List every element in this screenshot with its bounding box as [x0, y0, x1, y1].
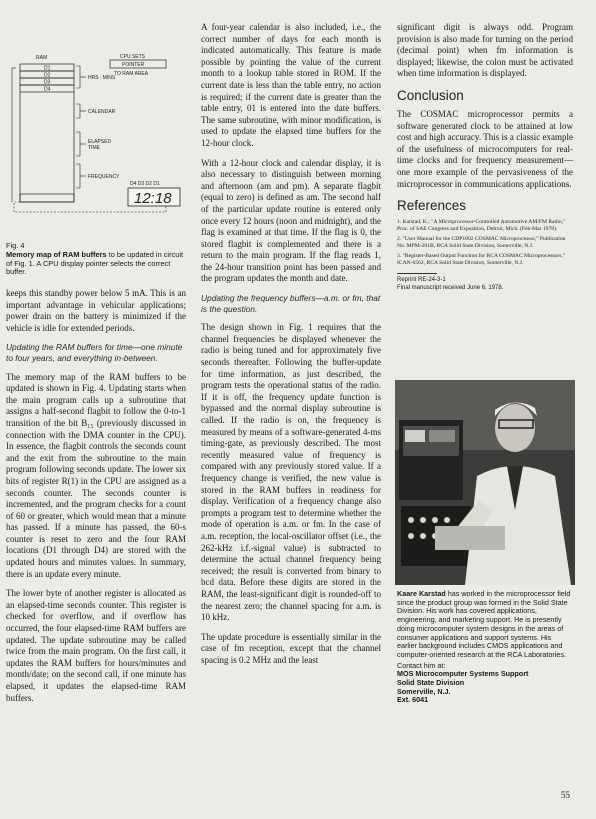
author-photo-image — [395, 380, 575, 585]
d3-label: D3 — [44, 79, 51, 86]
cpu-sets-label: CPU SETS — [120, 54, 146, 60]
col1-section-lead: Updating the RAM buffers for time—one minute to four years, and everything in-between. — [6, 342, 183, 363]
bio-paragraph — [397, 590, 573, 660]
caption-label: Fig. 4 — [6, 241, 25, 250]
elapsed-label: ELAPSED — [88, 139, 112, 145]
col2-paragraph-2: With a 12-hour clock and calendar display, it is also necessary to distinguish between morning and afternoon (am and pm). A separate flagbit (equal to zero) is defined as am. The second half of the particular update routine is entered only once every 12 hours (noon and midnight), and the flag is examined at that time. If the flag is 0, the stored flagbit is complemented and there is a return to the main program. If the flag reads 1, the 24-hour transition point has been passed and the program updates the month and date. — [201, 157, 381, 284]
col1-paragraph-3: The lower byte of another register is allocated as an elapsed-time seconds counter. This register is checked for overflow, and if overflow has occurred, the four elapsed-time RAM buffers are updated. The update subroutine may be called twice from the main program. On the first call, it updates the RAM buffers for hours/minutes and month/date; on the second call, if one minute has elapsed, it updates the elapsed-time RAM buffers. — [6, 588, 186, 703]
page-number: 55 — [561, 790, 570, 800]
contact-label: Contact him at: — [397, 660, 446, 670]
contact-line: Somerville, N.J. — [397, 686, 451, 696]
to-ram-area-label: TO RAM AREA — [114, 71, 149, 77]
author-photo — [395, 380, 575, 585]
col2-paragraph-3: The design shown in Fig. 1 requires that the channel frequencies be displayed whenever the radio is being tuned and for approximately five seconds thereafter. Following the buffer-update for time information, as just described, the program tests the operational status of the radio. If it is off, the frequency update function is bypassed and the normal display subroutine is called. If the radio is on, the frequency is measured by means of a software-generated 4-ms timing-gate, as previously described. The most recently measured value of frequency is compared with any previously stored value. If a frequency change is verified, the new value is stored in the RAM buffers in readiness for display. Verification of a frequency change also prompts a program test to determine whether the mode of operation is a.m. or fm. In the case of a.m. reception, the local-oscillator offset (i.e., the 262-kHz i.f.-signal value) is subtracted to determine the actual channel frequency being received; the result is converted from binary to bcd data. Before these digits are stored in the RAM, the least-significant digit is rounded-off to the nearest zero; the channel spacing for a.m. is 10 kHz. — [201, 322, 381, 623]
conclusion-heading: Conclusion — [397, 87, 464, 103]
divider — [397, 273, 437, 274]
manuscript-received: Final manuscript received June 6, 1978. — [397, 284, 504, 291]
reference-item: 3. "Register-Based Output Function for RCA COSMAC Microprocessors," ICAN-6562, RCA Solid State Division, Somerville, N.J. — [397, 253, 566, 267]
frequency-label: FREQUENCY — [88, 174, 120, 180]
conclusion-paragraph: The COSMAC microprocessor permits a software generated clock to be attained at low cost and high accuracy. This is a classic example of the usefulness of microcomputers for real-time clocks and for frequency measurement—one more example of the pervasiveness of the microprocessor in communications applications. — [397, 108, 573, 189]
col1-paragraph-1: keeps this standby power below 5 mA. This is an important advantage in vehicular applications; power drain on the battery is minimized if the vehicle is idle for extended periods. — [6, 288, 186, 333]
col1-paragraph-2: The memory map of the RAM buffers to be updated is shown in Fig. 4. Updating starts when the main program calls up a subroutine that assigns a half-second flagbit to follow the 0-to-1 transition of the bit B₁₅ (previously discussed in connection with the DMA counter in the CPU). In essence, the flagbit controls the seconds count and the exit from the subroutine to the main program following seconds update. The lower six bits of register R(1) in the CPU are assigned as a seconds counter. The seconds counter is incremented, and the program checks for a count of 60 or greater, which would mean that a minute has passed. If a minute has passed, the 60-s counter is reset to zero and the four RAM locations (D1 through D4) are stored with the updated hours and minutes values. In summary, there is an update every minute. — [6, 371, 186, 579]
display-readout: 12:18 — [134, 190, 172, 207]
pointer-label: POINTER — [122, 62, 145, 68]
col2-paragraph-1: A four-year calendar is also included, i.e., the correct number of days for each month is indicated automatically. This feature is made possible by pointing the value of the current month to a lookup table stored in ROM. If the current date is less than the table entry, no action is required; if the current date is greater than the table entry, 01 is entered into the date buffers. The same subroutine, with minor modification, is used to update the elapsed time buffers for the 12-hour clock. — [201, 22, 381, 148]
reference-item: 2. "User Manual for the CDP1802 COSMAC Microprocessor," Publication No. MPM-201B, RCA Solid State Division, Somerville, N.J. — [397, 236, 566, 250]
contact-line: Ext. 6041 — [397, 695, 429, 705]
caption-text: to be updated in circuit of Fig. 1. A CPU display pointer selects the correct buffer. — [6, 249, 184, 277]
column-3 — [397, 22, 573, 292]
contact-line: MOS Microcomputer Systems Support — [397, 669, 529, 679]
author-bio — [397, 590, 573, 705]
column-2 — [201, 22, 381, 674]
ram-label: RAM — [36, 55, 48, 61]
d1-label: D1 — [44, 65, 51, 72]
references-list — [397, 219, 573, 267]
col3-paragraph-1: significant digit is always odd. Program provision is also made for turning on the period (decimal point) when fm information is displayed; likewise, the colon must be activated when time information is displayed. — [397, 22, 573, 79]
col2-paragraph-4: The update procedure is essentially similar in the case of fm reception, except that the channel spacing is 0.2 MHz and the least — [201, 631, 381, 665]
d2-label: D2 — [44, 72, 51, 79]
time-label: TIME — [88, 145, 100, 151]
freq-digits-label: D4 D3 D2 D1 — [130, 181, 160, 187]
col2-section-lead: Updating the frequency buffers—a.m. or fm, that is the question. — [201, 293, 381, 314]
caption-title: Memory map of RAM buffers — [6, 249, 107, 259]
column-1 — [6, 288, 186, 712]
reference-item: 1. Karstad, K.; "A Microprocessor-Controlled Automotive AM/FM Radio," Proc. of SAE Congress and Exposition, Detroit, Mich. (Feb-Mar 1978). — [397, 219, 566, 233]
reprint-number: Reprint RE-24-3-1 — [397, 277, 446, 284]
references-heading: References — [397, 198, 467, 214]
contact-line: Solid State Division — [397, 678, 465, 688]
contact-block — [397, 670, 573, 705]
calendar-label: CALENDAR — [88, 109, 116, 115]
bio-name: Kaare Karstad — [397, 589, 446, 598]
figure-4 — [6, 52, 186, 240]
bio-text: has worked in the microprocessor field since the product group was formed in the Solid State Division. His work has covered applications, engineering, and marketing support. He is presently doing microcomputer system designs in the areas of consumer applications and support systems. His earlier background includes CMOS applications and computer-oriented research at the RCA Laboratories. — [397, 589, 571, 659]
ram-memory-map-diagram — [6, 52, 186, 240]
hrs-mins-label: HRS : MINS — [88, 75, 116, 81]
figure-caption — [6, 242, 186, 277]
d4-label: D4 — [44, 86, 51, 93]
